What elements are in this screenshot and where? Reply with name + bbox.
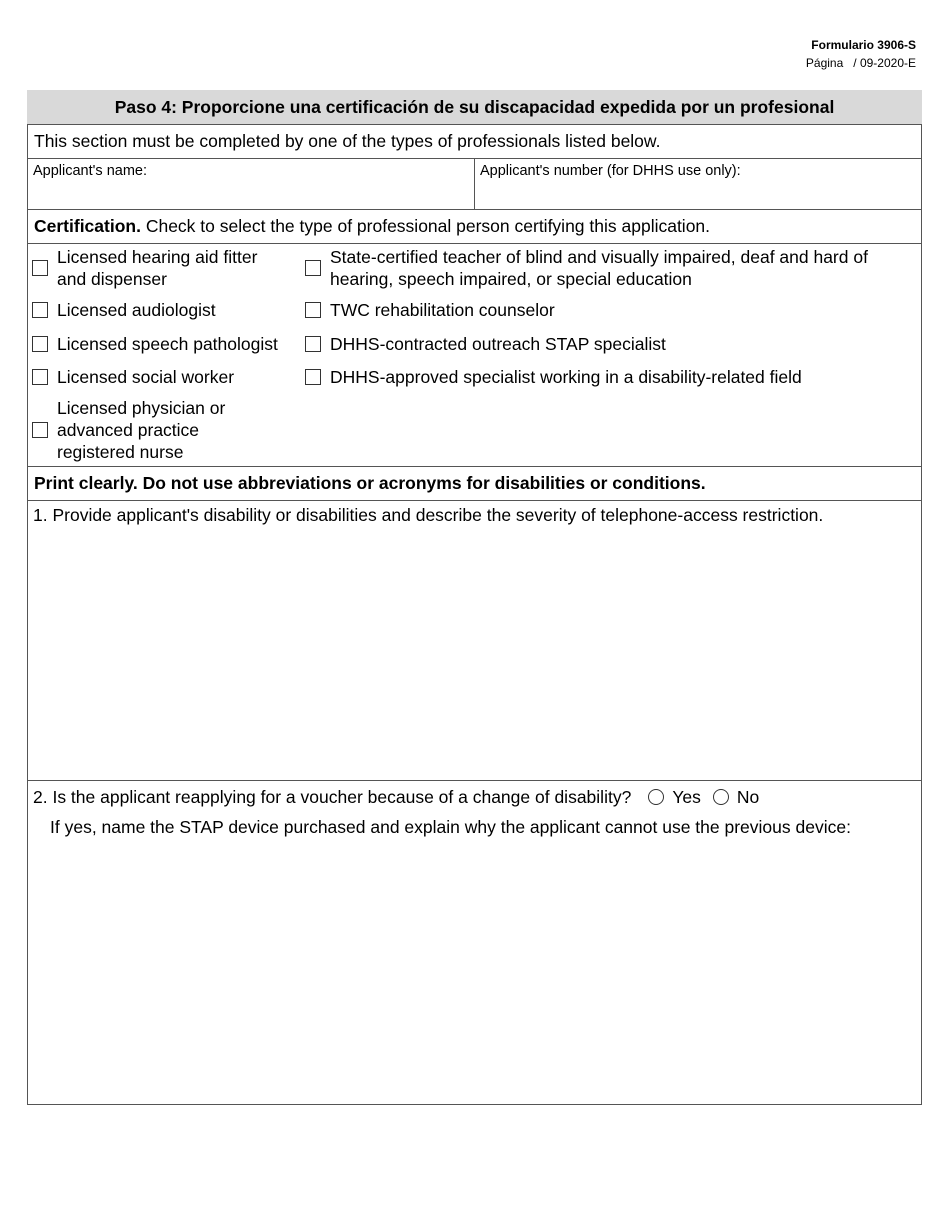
checkbox[interactable]: [305, 302, 321, 318]
option-label-line: DHHS-contracted outreach STAP specialist: [330, 334, 666, 354]
checkbox[interactable]: [305, 336, 321, 352]
step-4-form: [27, 90, 922, 1105]
option-audiologist[interactable]: [32, 299, 216, 321]
professional-options: [28, 243, 921, 466]
question-1-field[interactable]: [28, 500, 921, 780]
checkbox[interactable]: [32, 260, 48, 276]
question-2-label: 2. Is the applicant reapplying for a voucher because of a change of disability?: [33, 786, 632, 807]
yes-radio[interactable]: [648, 789, 664, 805]
option-label-line: and dispenser: [57, 269, 167, 289]
option-label-line: TWC rehabilitation counselor: [330, 300, 555, 320]
option-physician-nurse[interactable]: [32, 397, 225, 463]
applicant-name-field[interactable]: [28, 159, 475, 209]
question-2-followup: If yes, name the STAP device purchased and explain why the applicant cannot use the previous device:: [50, 817, 851, 837]
certification-bold: Certification.: [34, 216, 141, 236]
option-stap-specialist[interactable]: [305, 333, 666, 355]
option-social-worker[interactable]: [32, 366, 234, 388]
yes-label: Yes: [672, 786, 701, 807]
option-label-line: Licensed hearing aid fitter: [57, 247, 258, 267]
question-2-field[interactable]: [28, 780, 921, 1104]
page-indicator: [806, 56, 916, 70]
no-label: No: [736, 786, 760, 807]
option-speech-pathologist[interactable]: [32, 333, 278, 355]
option-label-line: hearing, speech impaired, or special education: [330, 269, 692, 289]
applicant-number-field[interactable]: [475, 159, 921, 209]
page-version: / 09-2020-E: [853, 56, 916, 70]
option-state-certified-teacher[interactable]: [305, 246, 868, 290]
option-twc-counselor[interactable]: [305, 299, 555, 321]
intro-text: This section must be completed by one of the types of professionals listed below.: [28, 124, 921, 158]
certification-instruction: [28, 209, 921, 243]
option-label-line: Licensed speech pathologist: [57, 334, 278, 354]
option-label-line: State-certified teacher of blind and visually impaired, deaf and hard of: [330, 247, 868, 267]
checkbox[interactable]: [305, 369, 321, 385]
checkbox[interactable]: [305, 260, 321, 276]
option-label-line: Licensed physician or: [57, 398, 226, 418]
print-clearly-note: Print clearly. Do not use abbreviations or acronyms for disabilities or conditions.: [28, 466, 921, 500]
applicant-name-label: Applicant's name:: [33, 163, 147, 179]
page-label: Página: [805, 56, 844, 70]
question-1-label: 1. Provide applicant's disability or disabilities and describe the severity of telephone-access restriction.: [33, 505, 824, 525]
option-dhhs-approved-specialist[interactable]: [305, 366, 802, 388]
step-title: Paso 4: Proporcione una certificación de su discapacidad expedida por un profesional: [27, 90, 922, 124]
option-label-line: registered nurse: [57, 442, 184, 462]
option-label-line: Licensed social worker: [57, 367, 235, 387]
checkbox[interactable]: [32, 422, 48, 438]
applicant-number-label: Applicant's number (for DHHS use only):: [480, 163, 741, 179]
option-label-line: advanced practice: [57, 420, 200, 440]
form-box: [27, 124, 922, 1105]
option-label-line: Licensed audiologist: [57, 300, 216, 320]
certification-text: Check to select the type of professional person certifying this application.: [140, 216, 711, 236]
no-radio[interactable]: [713, 789, 729, 805]
option-hearing-aid-fitter[interactable]: [32, 246, 257, 290]
checkbox[interactable]: [32, 336, 48, 352]
option-label-line: DHHS-approved specialist working in a disability-related field: [330, 367, 802, 387]
form-id: [806, 38, 916, 70]
checkbox[interactable]: [32, 369, 48, 385]
checkbox[interactable]: [32, 302, 48, 318]
form-number: Formulario 3906-S: [811, 38, 916, 52]
applicant-fields: [28, 158, 921, 209]
